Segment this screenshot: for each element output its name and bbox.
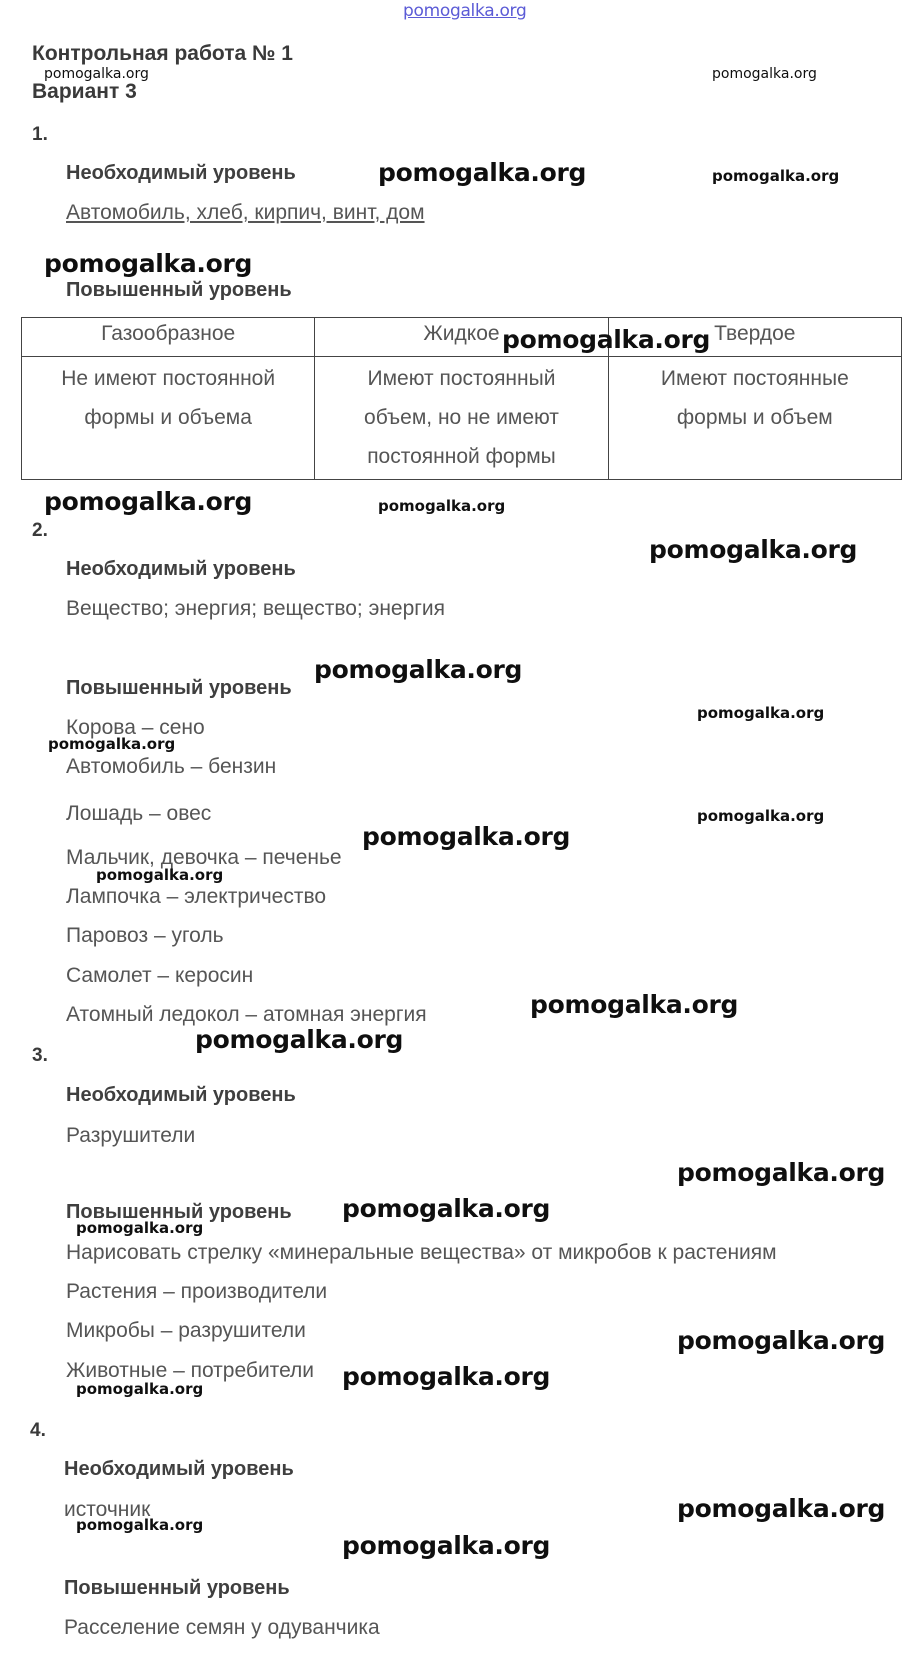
answer-line: Самолет – керосин [66,964,254,987]
cell-text: формы и объема [84,406,252,429]
watermark: pomogalka.org [76,1380,204,1398]
cell-text: постоянной формы [367,445,556,468]
table-header-row [22,318,902,357]
table-header-cell: Твердое [608,318,901,357]
task-number: 2. [32,520,48,541]
watermark: pomogalka.org [44,66,149,82]
answer-line: Лошадь – овес [66,802,212,825]
watermark: pomogalka.org [314,655,523,684]
watermark: pomogalka.org [342,1362,551,1391]
required-level-heading: Необходимый уровень [66,1084,296,1106]
answer-line: источник [64,1498,151,1521]
watermark: pomogalka.org [649,535,858,564]
answer-line: Паровоз – уголь [66,924,224,947]
table-row [22,357,902,480]
variant-label: Вариант 3 [32,80,137,103]
cell-text: Имеют постоянные [660,367,849,390]
site-link[interactable]: pomogalka.org [403,1,527,21]
advanced-level-heading: Повышенный уровень [64,1577,290,1599]
answer-line: Атомный ледокол – атомная энергия [66,1003,427,1026]
answer-line: Лампочка – электричество [66,885,327,908]
answer-line: Автомобиль, хлеб, кирпич, винт, дом [66,201,425,224]
table-cell [315,357,608,480]
watermark: pomogalka.org [378,158,587,187]
watermark: pomogalka.org [342,1531,551,1560]
watermark: pomogalka.org [76,1516,204,1534]
watermark: pomogalka.org [96,866,224,884]
answer-line: Автомобиль – бензин [66,755,277,778]
table-header-cell: Газообразное [22,318,315,357]
answer-line: Расселение семян у одуванчика [64,1616,380,1639]
required-level-heading: Необходимый уровень [66,558,296,580]
task-number: 4. [30,1420,46,1441]
watermark: pomogalka.org [697,807,825,825]
required-level-heading: Необходимый уровень [64,1458,294,1480]
watermark: pomogalka.org [697,704,825,722]
required-level-heading: Необходимый уровень [66,162,296,184]
table-header-cell: Жидкое [315,318,608,357]
answer-line: Животные – потребители [66,1359,315,1382]
watermark: pomogalka.org [677,1326,886,1355]
table-cell [608,357,901,480]
advanced-level-heading: Повышенный уровень [66,1201,292,1223]
watermark: pomogalka.org [677,1494,886,1523]
watermark: pomogalka.org [378,497,506,515]
answer-line: Корова – сено [66,716,205,739]
answer-line: Разрушители [66,1124,196,1147]
watermark: pomogalka.org [342,1194,551,1223]
watermark: pomogalka.org [44,487,253,516]
answer-line: Нарисовать стрелку «минеральные вещества» от микробов к растениям [66,1241,777,1264]
watermark: pomogalka.org [195,1025,404,1054]
watermark: pomogalka.org [502,325,711,354]
task-number: 3. [32,1045,48,1066]
table-cell [22,357,315,480]
watermark: pomogalka.org [76,1219,204,1237]
watermark: pomogalka.org [712,66,817,82]
watermark: pomogalka.org [48,735,176,753]
watermark: pomogalka.org [677,1158,886,1187]
answer-line: Мальчик, девочка – печенье [66,846,342,869]
cell-text: Не имеют постоянной [61,367,276,390]
advanced-level-heading: Повышенный уровень [66,677,292,699]
page-title: Контрольная работа № 1 [32,42,293,65]
answer-line: Микробы – разрушители [66,1319,306,1342]
watermark: pomogalka.org [712,167,840,185]
watermark: pomogalka.org [362,822,571,851]
watermark: pomogalka.org [44,249,253,278]
cell-text: формы и объем [676,406,833,429]
states-of-matter-table [21,317,902,480]
task-number: 1. [32,124,48,145]
cell-text: объем, но не имеют [364,406,559,429]
answer-line: Вещество; энергия; вещество; энергия [66,597,446,620]
advanced-level-heading: Повышенный уровень [66,279,292,301]
cell-text: Имеют постоянный [367,367,556,390]
answer-line: Растения – производители [66,1280,328,1303]
watermark: pomogalka.org [530,990,739,1019]
